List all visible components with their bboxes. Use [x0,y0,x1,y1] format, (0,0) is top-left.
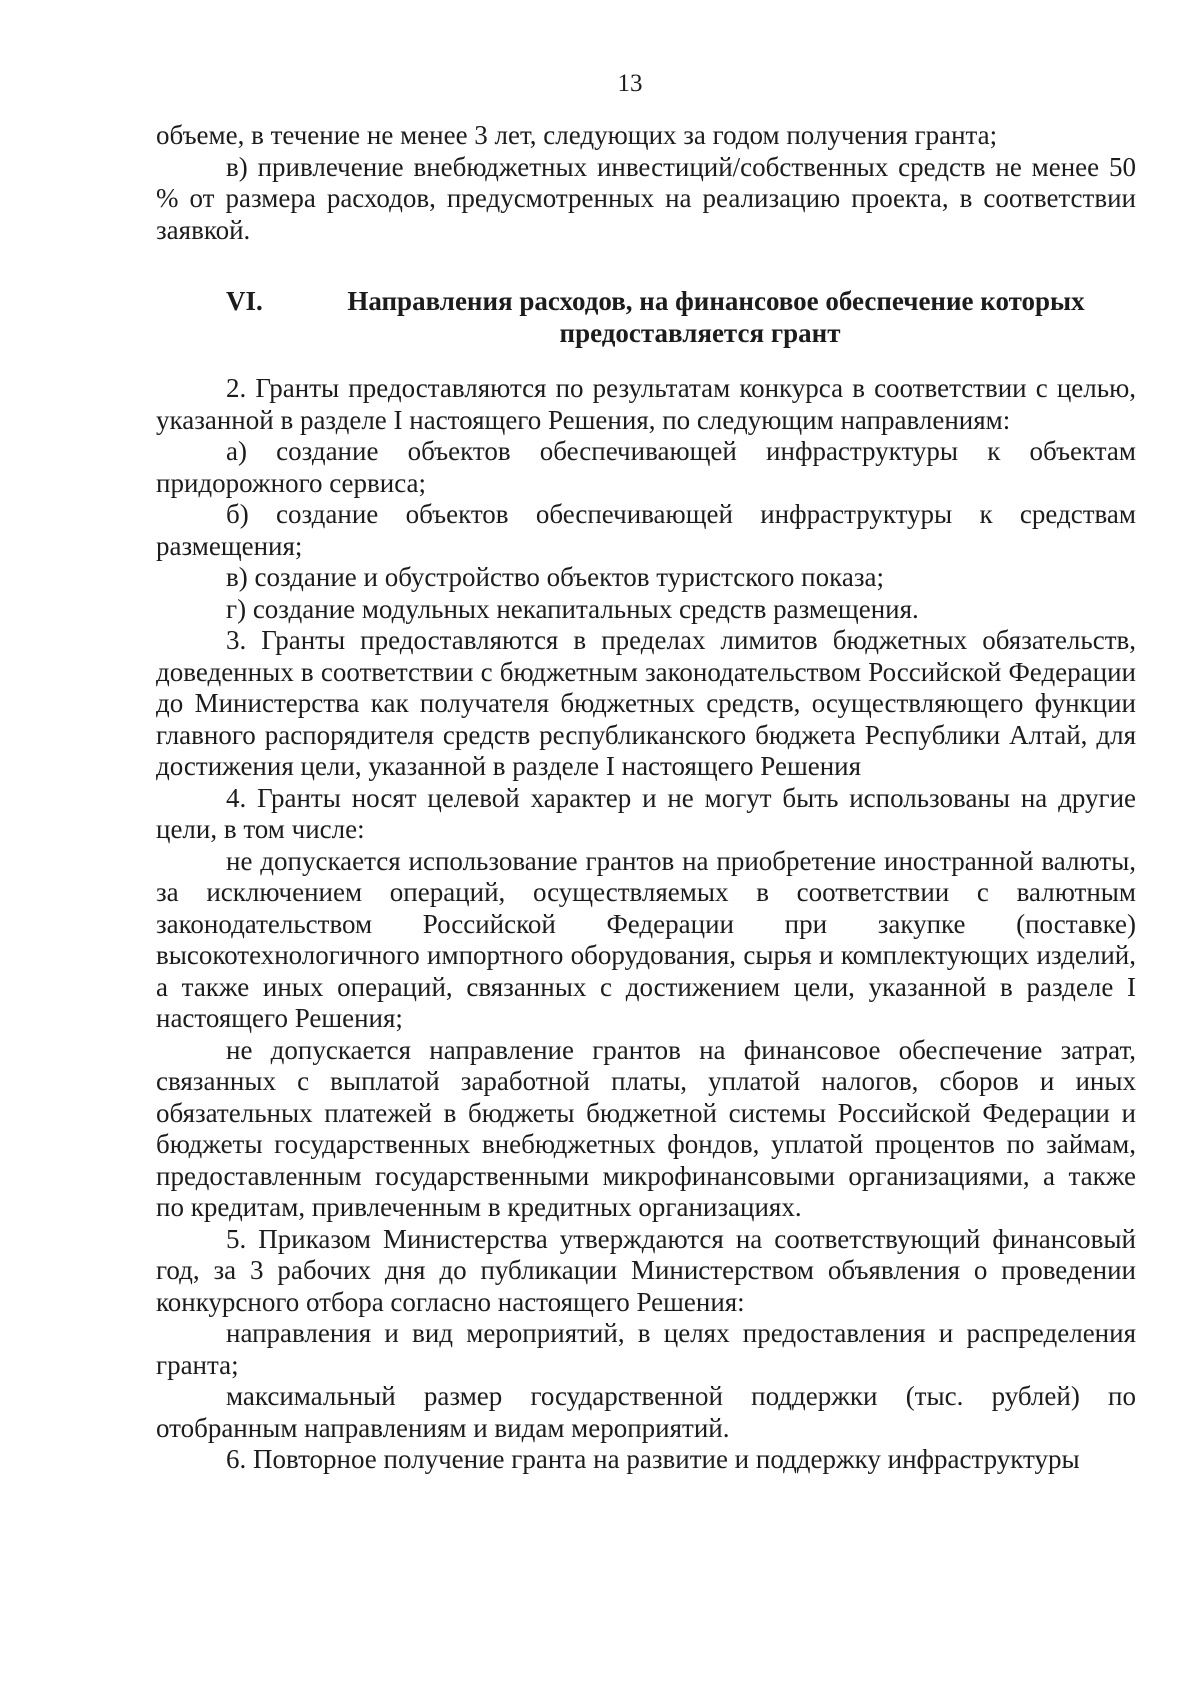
section-title-line2: предоставляется грант [559,317,841,348]
paragraph: в) создание и обустройство объектов туристского показа; [226,562,884,592]
paragraph: не допускается направление грантов на финансовое обеспечение затрат, связанных с выплатой заработной платы, уплатой налогов, сборов и иных обязательных платежей в бюджеты бюджетной системы Российской Федерации и бюджеты государственных внебюджетных фондов, уплатой процентов по займам, предоставленным государственными микрофинансовыми организациями, а также по кредитам, привлеченным в кредитных организациях. [156,1034,1136,1222]
section-number: VI. [226,286,263,316]
paragraph: 5. Приказом Министерства утверждаются на соответствующий финансовый год, за 3 рабочих дня до публикации Министерством объявления о проведении конкурсного отбора согласно настоящего Решения: [156,1223,1136,1317]
paragraph: не допускается использование грантов на приобретение иностранной валюты, за исключением операций, осуществляемых в соответствии с валютным законодательством Российской Федерации при закупке (поставке) высокотехнологичного импортного оборудования, сырья и комплектующих изделий, а также иных операций, связанных с достижением цели, указанной в разделе I настоящего Решения; [156,845,1136,1033]
paragraphs-before [156,120,1136,246]
paragraph: максимальный размер государственной поддержки (тыс. рублей) по отобранным направлениям и видам мероприятий. [156,1381,1136,1443]
paragraph: г) создание модульных некапитальных средств размещения. [226,593,919,624]
document-body [156,120,1136,1476]
paragraph: 4. Гранты носят целевой характер и не могут быть использованы на другие цели, в том числе: [156,782,1136,844]
page-number: 13 [617,70,643,97]
section-title-line1: Направления расходов, на финансовое обеспечение которых [347,286,1085,316]
paragraph: в) привлечение внебюджетных инвестиций/собственных средств не менее 50 % от размера расходов, предусмотренных на реализацию проекта, в соответствии заявкой. [156,151,1136,245]
paragraph: 2. Гранты предоставляются по результатам конкурса в соответствии с целью, указанной в разделе I настоящего Решения, по следующим направлениям: [156,373,1136,435]
paragraph: направления и вид мероприятий, в целях предоставления и распределения гранта; [156,1318,1136,1380]
paragraph: а) создание объектов обеспечивающей инфраструктуры к объектам придорожного сервиса; [156,436,1136,498]
paragraph: объеме, в течение не менее 3 лет, следующих за годом получения гранта; [156,120,998,150]
paragraph: б) создание объектов обеспечивающей инфраструктуры к средствам размещения; [156,499,1136,561]
paragraph: 6. Повторное получение гранта на развитие и поддержку инфраструктуры [226,1444,1080,1474]
paragraphs-after [156,373,1136,1476]
section-heading [156,286,1136,349]
paragraph: 3. Гранты предоставляются в пределах лимитов бюджетных обязательств, доведенных в соответствии с бюджетным законодательством Российской Федерации до Министерства как получателя бюджетных средств, осуществляющего функции главного распорядителя средств республиканского бюджета Республики Алтай, для достижения цели, указанной в разделе I настоящего Решения [156,625,1136,781]
